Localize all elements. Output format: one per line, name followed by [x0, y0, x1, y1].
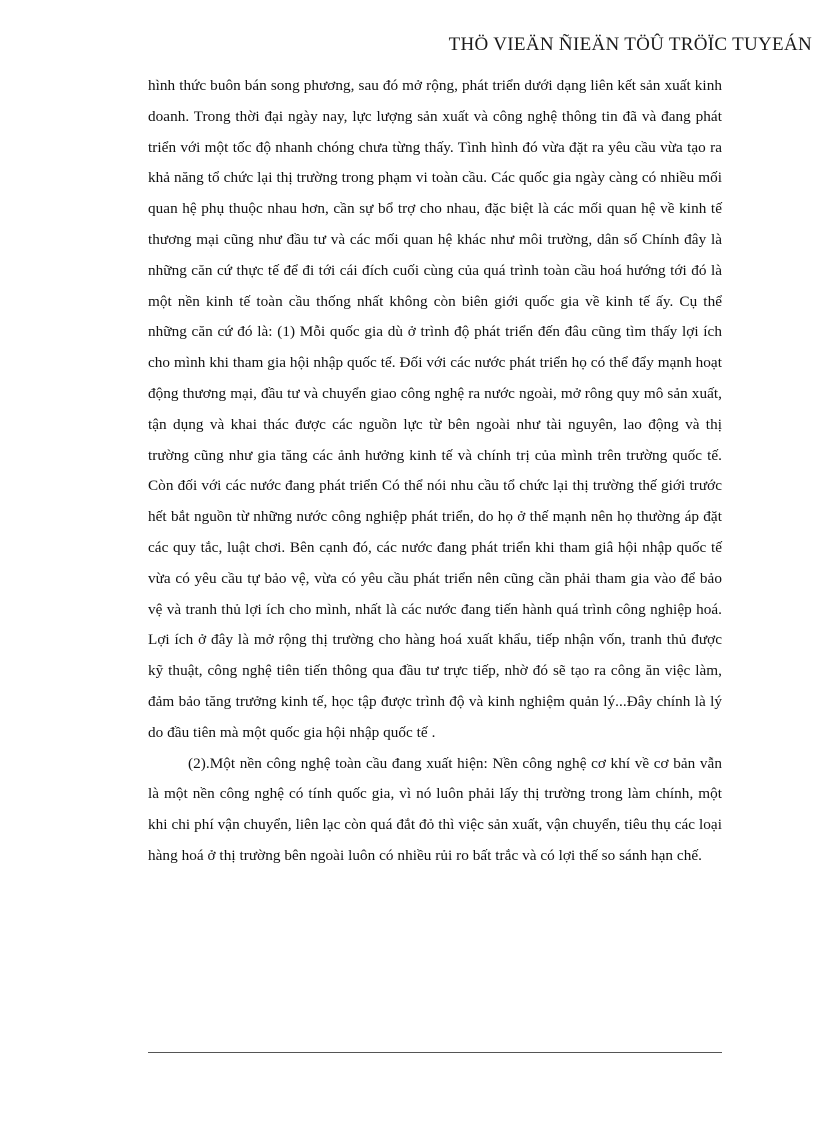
body-paragraph: (2).Một nền công nghệ toàn cầu đang xuất hiện: Nền công nghệ cơ khí về cơ bản vẫn là một nền công nghệ có tính quốc gia, vì nó luôn phải lấy thị trường trong làm chính, một khi chi phí vận chuyển, liên lạc còn quá đắt đỏ thì việc sản xuất, vận chuyển, tiêu thụ các loại hàng hoá ở thị trường bên ngoài luôn có nhiều rủi ro bất trắc và có lợi thế so sánh hạn chế.: [148, 754, 722, 864]
body-paragraph: hình thức buôn bán song phương, sau đó mở rộng, phát triển dưới dạng liên kết sản xuất kinh doanh. Trong thời đại ngày nay, lực lượng sản xuất và công nghệ thông tin đã và đang phát triển với một tốc độ nhanh chóng chưa từng thấy. Tình hình đó vừa đặt ra yêu cầu vừa tạo ra khả năng tổ chức lại thị trường trong phạm vi toàn cầu. Các quốc gia ngày càng có nhiều mối quan hệ phụ thuộc nhau hơn, cần sự bổ trợ cho nhau, đặc biệt là các mối quan hệ về kinh tế thương mại cũng như đầu tư và các mối quan hệ khác như môi trường, dân số Chính đây là những căn cứ thực tế để đi tới cái đích cuối cùng của quá trình toàn cầu hoá hướng tới đó là một nền kinh tế toàn cầu thống nhất không còn biên giới quốc gia về kinh tế ấy. Cụ thể những căn cứ đó là: (1) Mỗi quốc gia dù ở trình độ phát triển đến đâu cũng tìm thấy lợi ích cho mình khi tham gia hội nhập quốc tế. Đối với các nước phát triển họ có thể đẩy mạnh hoạt động thương mại, đầu tư và chuyển giao công nghệ ra nước ngoài, mở rông quy mô sản xuất, tận dụng và khai thác được các nguồn lực từ bên ngoài như tài nguyên, lao động và thị trường cũng như gia tăng các ảnh hưởng kinh tế và chính trị của mình trên trường quốc tế. Còn đối với các nước đang phát triển Có thể nói nhu cầu tổ chức lại thị trường thế giới trước hết bắt nguồn từ những nước công nghiệp phát triển, do họ ở thế mạnh nên họ thường áp đặt các quy tắc, luật chơi. Bên cạnh đó, các nước đang phát triển khi tham giâ hội nhập quốc tế vừa có yêu cầu tự bảo vệ, vừa có yêu cầu phát triển nên cũng cần phải tham gia vào để bảo vệ và tranh thủ lợi ích cho mình, nhất là các nước đang tiến hành quá trình công nghiệp hoá. Lợi ích ở đây là mở rộng thị trường cho hàng hoá xuất khẩu, tiếp nhận vốn, tranh thủ được kỹ thuật, công nghệ tiên tiến thông qua đầu tư trực tiếp, nhờ đó sẽ tạo ra công ăn việc làm, đảm bảo tăng trưởng kinh tế, học tập được trình độ và kinh nghiệm quản lý...Đây chính là lý do đầu tiên mà một quốc gia hội nhập quốc tế .: [148, 77, 722, 741]
page-header: [449, 34, 812, 56]
header-title: THÖ VIEÄN ÑIEÄN TÖÛ TRÖÏC TUYEÁN: [448, 34, 812, 55]
document-body: [148, 71, 722, 872]
footer-divider: [148, 1052, 722, 1053]
